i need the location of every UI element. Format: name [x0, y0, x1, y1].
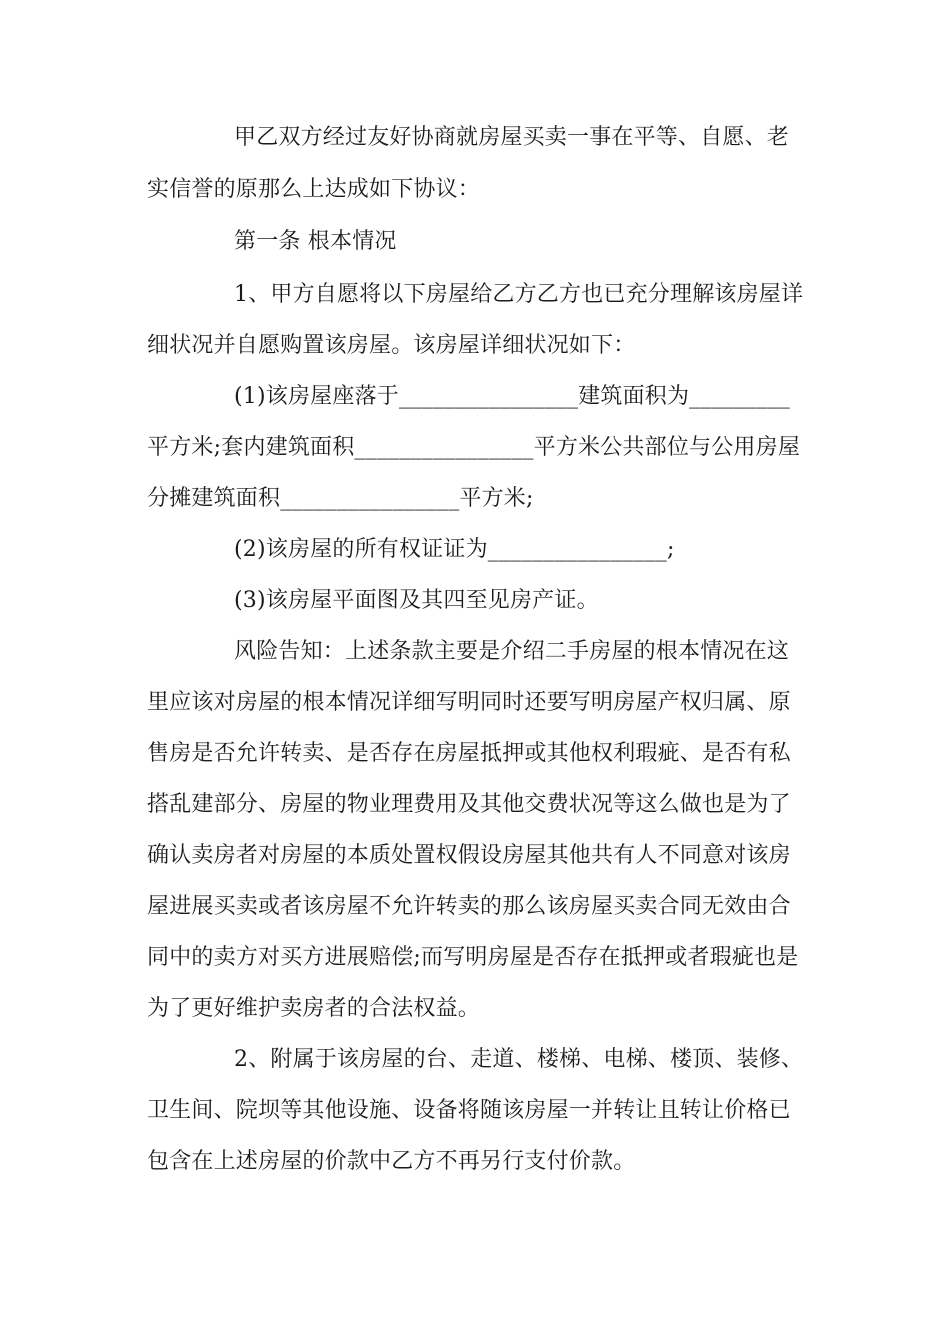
- text-line: 平方米;套内建筑面积________________平方米公共部位与公用房屋: [147, 435, 801, 460]
- section-heading: 第一条 根本情况: [234, 229, 397, 254]
- text-line: 为了更好维护卖房者的合法权益。: [147, 996, 481, 1021]
- text-line: 屋进展买卖或者该房屋不允许转卖的那么该房屋买卖合同无效由合: [147, 894, 791, 919]
- text-line: 2、附属于该房屋的台、走道、楼梯、电梯、楼顶、装修、: [234, 1047, 804, 1072]
- text-line: (3)该房屋平面图及其四至见房产证。: [234, 588, 599, 613]
- text-line: (2)该房屋的所有权证证为________________;: [234, 537, 675, 562]
- text-line: 卫生间、院坝等其他设施、设备将随该房屋一并转让且转让价格已: [147, 1098, 791, 1123]
- text-line: 分摊建筑面积________________平方米;: [147, 486, 534, 511]
- text-line: 售房是否允许转卖、是否存在房屋抵押或其他权利瑕疵、是否有私: [147, 741, 791, 766]
- text-line: 实信誉的原那么上达成如下协议：: [147, 177, 481, 202]
- text-line: 包含在上述房屋的价款中乙方不再另行支付价款。: [147, 1149, 636, 1174]
- text-line: (1)该房屋座落于________________建筑面积为_________: [234, 384, 790, 409]
- text-line: 搭乱建部分、房屋的物业理费用及其他交费状况等这么做也是为了: [147, 792, 791, 817]
- text-line: 同中的卖方对买方进展赔偿;而写明房屋是否存在抵押或者瑕疵也是: [147, 945, 799, 970]
- text-line: 确认卖房者对房屋的本质处置权假设房屋其他共有人不同意对该房: [147, 843, 791, 868]
- text-line: 里应该对房屋的根本情况详细写明同时还要写明房屋产权归属、原: [147, 690, 791, 715]
- text-line: 风险告知：上述条款主要是介绍二手房屋的根本情况在这: [234, 639, 790, 664]
- text-line: 细状况并自愿购置该房屋。该房屋详细状况如下：: [147, 333, 636, 358]
- text-line: 甲乙双方经过友好协商就房屋买卖一事在平等、自愿、老: [234, 125, 790, 150]
- text-line: 1、甲方自愿将以下房屋给乙方乙方也已充分理解该房屋详: [234, 282, 804, 307]
